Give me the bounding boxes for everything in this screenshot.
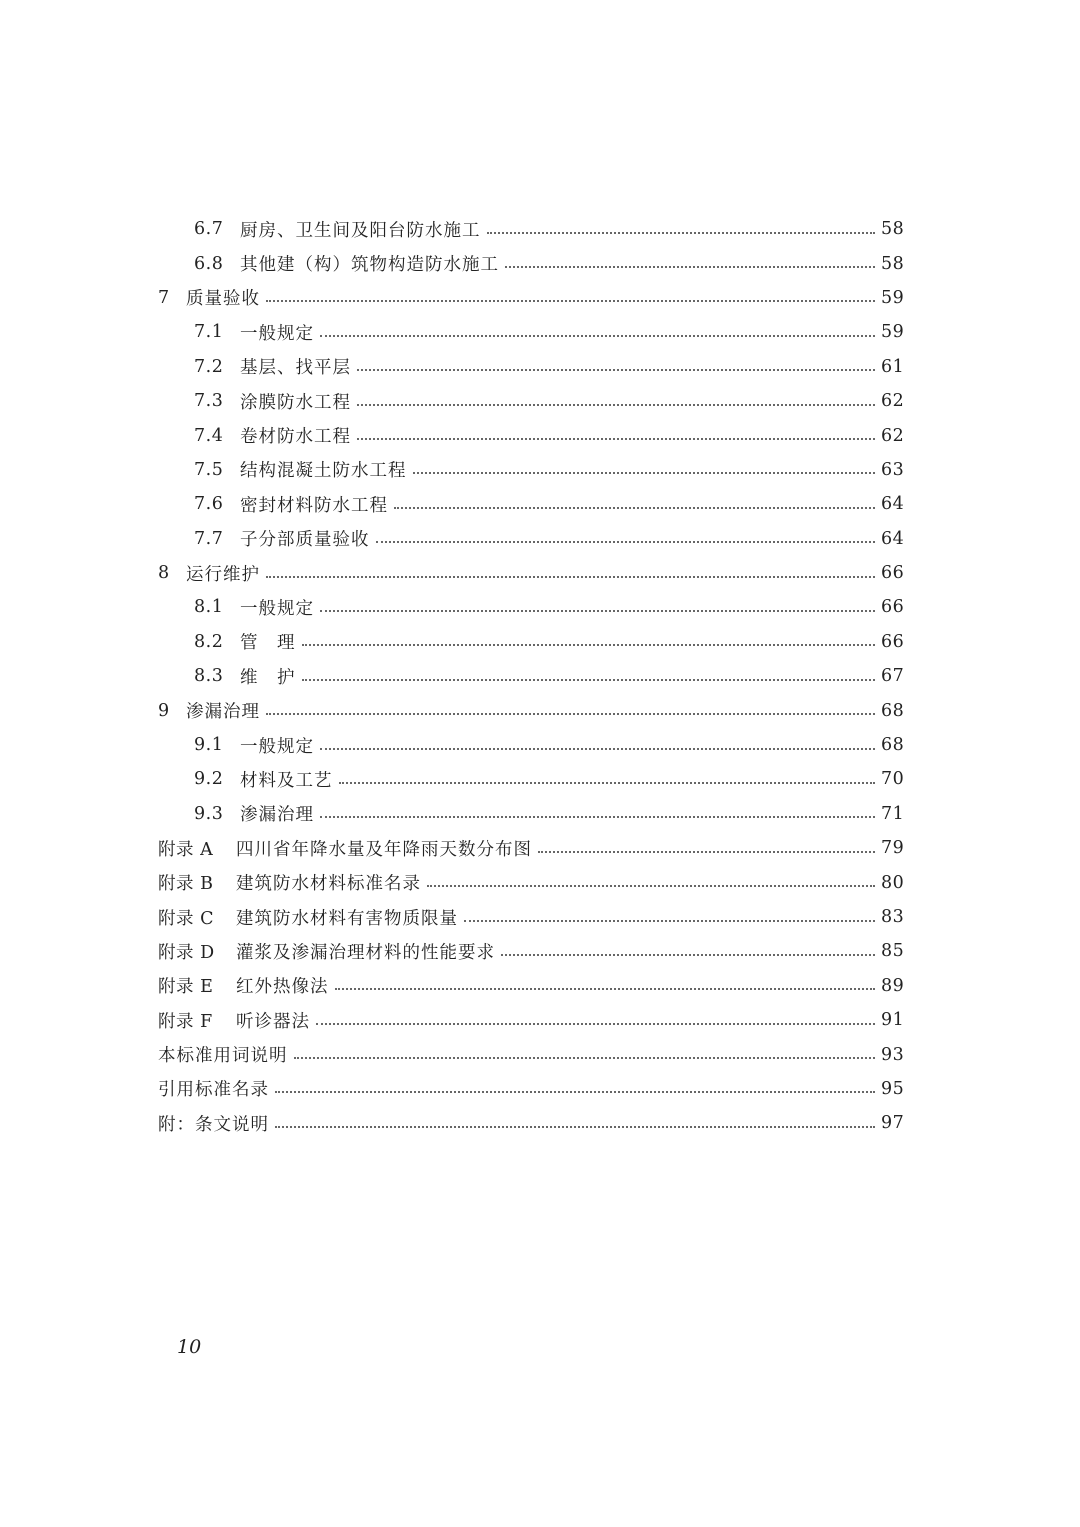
dot-leader <box>294 1056 876 1059</box>
dot-leader <box>320 609 875 612</box>
toc-entry-title: 一般规定 <box>240 323 314 344</box>
toc-entry-title: 一般规定 <box>240 598 314 619</box>
toc-entry-title: 灌浆及渗漏治理材料的性能要求 <box>236 942 495 963</box>
dot-leader <box>357 437 875 440</box>
toc-entry-page: 66 <box>881 631 905 652</box>
toc-entry[interactable] <box>158 797 903 831</box>
toc-entry-page: 97 <box>881 1113 905 1134</box>
toc-entry-number: 附录 D <box>158 942 215 963</box>
toc-entry[interactable] <box>158 934 903 968</box>
toc-entry-title: 本标准用词说明 <box>158 1046 288 1067</box>
toc-entry[interactable] <box>158 762 903 796</box>
toc-entry[interactable] <box>158 969 903 1003</box>
dot-leader <box>302 678 876 681</box>
toc-entry-page: 80 <box>881 872 905 893</box>
toc-entry-number: 8 <box>158 563 170 584</box>
toc-entry-number: 7.1 <box>194 322 224 343</box>
toc-entry-number: 7.5 <box>194 459 224 480</box>
dot-leader <box>501 953 875 956</box>
toc-entry-page: 62 <box>881 391 905 412</box>
dot-leader <box>538 850 875 853</box>
toc-entry-page: 95 <box>881 1078 905 1099</box>
dot-leader <box>320 334 875 337</box>
dot-leader <box>275 1090 875 1093</box>
toc-entry-number: 7.6 <box>194 494 224 515</box>
toc-entry-title: 子分部质量验收 <box>240 530 370 551</box>
toc-entry-page: 70 <box>881 769 905 790</box>
toc-entry-title: 基层、找平层 <box>240 358 351 379</box>
toc-entry-page: 93 <box>881 1044 905 1065</box>
toc-entry-number: 8.1 <box>194 597 224 618</box>
toc-entry-page: 59 <box>881 287 905 308</box>
toc-entry-title: 渗漏治理 <box>186 702 260 723</box>
toc-entry-title: 渗漏治理 <box>240 805 314 826</box>
dot-leader <box>394 506 875 509</box>
toc-entry[interactable] <box>158 728 903 762</box>
dot-leader <box>357 368 875 371</box>
toc-entry-title: 一般规定 <box>240 736 314 757</box>
dot-leader <box>357 403 875 406</box>
toc-entry-number: 7.2 <box>194 356 224 377</box>
toc-entry[interactable] <box>158 1072 903 1106</box>
toc-entry-title: 建筑防水材料有害物质限量 <box>236 908 458 929</box>
toc-entry-title: 附：条文说明 <box>158 1114 269 1135</box>
toc-entry[interactable] <box>158 315 903 349</box>
toc-entry-number: 6.8 <box>194 253 224 274</box>
toc-entry-page: 62 <box>881 425 905 446</box>
dot-leader <box>335 987 876 990</box>
toc-entry-page: 85 <box>881 941 905 962</box>
toc-entry-title: 维 护 <box>240 667 296 688</box>
toc-entry-title: 运行维护 <box>186 564 260 585</box>
dot-leader <box>376 540 876 543</box>
dot-leader <box>266 712 875 715</box>
toc-entry-number: 7.7 <box>194 528 224 549</box>
toc-entry-number: 8.3 <box>194 666 224 687</box>
toc-entry-title: 材料及工艺 <box>240 770 333 791</box>
toc-entry-number: 附录 C <box>158 908 214 929</box>
dot-leader <box>320 747 875 750</box>
toc-entry-title: 密封材料防水工程 <box>240 495 388 516</box>
toc-entry[interactable] <box>158 350 903 384</box>
dot-leader <box>266 299 875 302</box>
toc-entry-page: 58 <box>881 219 905 240</box>
toc-entry[interactable] <box>158 590 903 624</box>
toc-entry[interactable] <box>158 212 903 246</box>
toc-entry-title: 其他建（构）筑物构造防水施工 <box>240 255 499 276</box>
toc-entry-page: 61 <box>881 356 905 377</box>
toc-entry[interactable] <box>158 625 903 659</box>
toc-entry[interactable] <box>158 693 903 727</box>
toc-entry-number: 6.7 <box>194 219 224 240</box>
dot-leader <box>505 265 875 268</box>
toc-entry[interactable] <box>158 556 903 590</box>
dot-leader <box>464 919 875 922</box>
toc-entry[interactable] <box>158 384 903 418</box>
toc-entry-title: 红外热像法 <box>236 977 329 998</box>
dot-leader <box>427 884 875 887</box>
toc-entry-number: 附录 A <box>158 839 214 860</box>
toc-entry-number: 附录 F <box>158 1011 213 1032</box>
toc-entry-title: 建筑防水材料标准名录 <box>236 874 421 895</box>
toc-entry-title: 涂膜防水工程 <box>240 392 351 413</box>
dot-leader <box>339 781 876 784</box>
page-number: 10 <box>177 1336 202 1358</box>
toc-entry-page: 89 <box>881 975 905 996</box>
toc-entry[interactable] <box>158 1106 903 1140</box>
toc-entry-title: 管 理 <box>240 633 296 654</box>
toc-entry-title: 听诊器法 <box>236 1011 310 1032</box>
toc-entry-page: 91 <box>881 1010 905 1031</box>
dot-leader <box>266 575 875 578</box>
toc-entry-number: 7.3 <box>194 391 224 412</box>
toc-entry[interactable] <box>158 246 903 280</box>
toc-entry[interactable] <box>158 1037 903 1071</box>
toc-entry-number: 9 <box>158 700 170 721</box>
toc-entry-title: 引用标准名录 <box>158 1080 269 1101</box>
toc-entry[interactable] <box>158 900 903 934</box>
toc-entry-number: 7.4 <box>194 425 224 446</box>
toc-entry-page: 64 <box>881 494 905 515</box>
toc-entry-page: 66 <box>881 563 905 584</box>
toc-entry[interactable] <box>158 1003 903 1037</box>
dot-leader <box>275 1125 875 1128</box>
toc-entry[interactable] <box>158 418 903 452</box>
toc-entry-number: 9.2 <box>194 769 224 790</box>
toc-entry-title: 厨房、卫生间及阳台防水施工 <box>240 220 481 241</box>
dot-leader <box>316 1022 875 1025</box>
toc-entry-number: 9.1 <box>194 735 224 756</box>
toc-entry-number: 附录 B <box>158 874 214 895</box>
toc-entry-page: 63 <box>881 459 905 480</box>
toc-entry[interactable] <box>158 487 903 521</box>
toc-entry-page: 59 <box>881 322 905 343</box>
toc-entry-title: 质量验收 <box>186 289 260 310</box>
toc-entry-number: 7 <box>158 287 170 308</box>
toc-entry-number: 附录 E <box>158 977 214 998</box>
toc-entry-page: 71 <box>881 803 905 824</box>
toc-entry-page: 68 <box>881 735 905 756</box>
toc-entry[interactable] <box>158 659 903 693</box>
toc-entry-title: 四川省年降水量及年降雨天数分布图 <box>236 839 532 860</box>
dot-leader <box>302 643 876 646</box>
toc-entry-page: 64 <box>881 528 905 549</box>
toc-entry-title: 卷材防水工程 <box>240 427 351 448</box>
toc-entry-page: 67 <box>881 666 905 687</box>
toc-entry[interactable] <box>158 865 903 899</box>
toc-entry[interactable] <box>158 281 903 315</box>
table-of-contents <box>158 212 903 1141</box>
toc-entry-number: 8.2 <box>194 631 224 652</box>
toc-entry[interactable] <box>158 522 903 556</box>
toc-entry-title: 结构混凝土防水工程 <box>240 461 407 482</box>
toc-entry-page: 68 <box>881 700 905 721</box>
toc-entry[interactable] <box>158 831 903 865</box>
toc-entry-number: 9.3 <box>194 803 224 824</box>
toc-entry-page: 79 <box>881 838 905 859</box>
toc-entry-page: 58 <box>881 253 905 274</box>
dot-leader <box>413 471 876 474</box>
dot-leader <box>487 231 876 234</box>
toc-entry[interactable] <box>158 453 903 487</box>
dot-leader <box>320 815 875 818</box>
toc-entry-page: 83 <box>881 907 905 927</box>
toc-entry-page: 66 <box>881 597 905 618</box>
